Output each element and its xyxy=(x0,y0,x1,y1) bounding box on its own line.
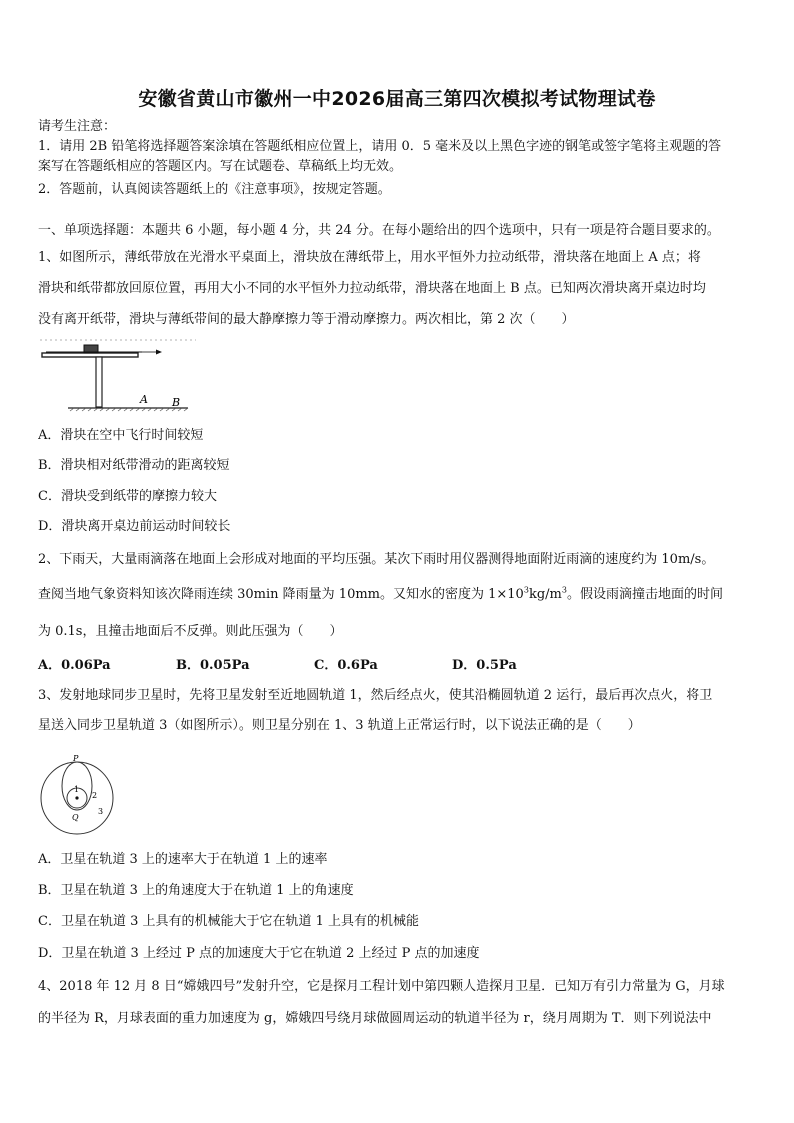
q3-stem-line-1: 3、发射地球同步卫星时，先将卫星发射至近地圆轨道 1，然后经点火，使其沿椭圆轨道 2 运行，最后再次点火，将卫 xyxy=(38,688,713,703)
q1-option-b: B．滑块相对纸带滑动的距离较短 xyxy=(38,458,230,473)
page-title: 安徽省黄山市徽州一中2026届高三第四次模拟考试物理试卷 xyxy=(138,88,656,110)
point-p-label: P xyxy=(73,754,79,763)
q4-stem-line-1: 4、2018 年 12 月 8 日“嫦娥四号”发射升空，它是探月工程计划中第四颗人造探月卫星．已知万有引力常量为 G，月球 xyxy=(38,979,725,994)
q2-stem-line-2-text: 查阅当地气象资料知该次降雨连续 30min 降雨量为 10mm。又知水的密度为 1×10 xyxy=(38,587,524,602)
q3-option-a: A．卫星在轨道 3 上的速率大于在轨道 1 上的速率 xyxy=(38,852,328,867)
notice-item-1-line-1: 1．请用 2B 铅笔将选择题答案涂填在答题纸相应位置上，请用 0．5 毫米及以上黑色字迹的钢笔或签字笔将主观题的答 xyxy=(38,139,722,154)
point-q-label: Q xyxy=(72,813,79,822)
notice-item-1-line-2: 案写在答题纸相应的答题区内。写在试题卷、草稿纸上均无效。 xyxy=(38,159,403,174)
table-leg xyxy=(96,357,102,407)
q1-option-c: C．滑块受到纸带的摩擦力较大 xyxy=(38,489,217,504)
q2-option-d: D．0.5Pa xyxy=(452,658,517,673)
q2-option-c: C．0.6Pa xyxy=(314,658,378,673)
q1-table-figure xyxy=(38,338,198,414)
q1-stem-line-2: 滑块和纸带都放回原位置，再用大小不同的水平恒外力拉动纸带，滑块落在地面上 B 点。已知两次滑块离开桌边时均 xyxy=(38,281,706,296)
q1-stem-line-3: 没有离开纸带，滑块与薄纸带间的最大静摩擦力等于滑动摩擦力。两次相比，第 2 次（ ） xyxy=(38,312,575,327)
point-a-label: A xyxy=(140,393,148,406)
q2-stem-line-2-tail: 。假设雨滴撞击地面的时间 xyxy=(566,587,723,602)
notice-item-2: 2．答题前，认真阅读答题纸上的《注意事项》，按规定答题。 xyxy=(38,182,391,197)
q2-density-exponent: 3 xyxy=(523,586,529,595)
q2-option-a: A．0.06Pa xyxy=(38,658,111,673)
q1-option-d: D．滑块离开桌边前运动时间较长 xyxy=(38,519,231,534)
q3-orbit-figure xyxy=(38,752,118,838)
q2-stem-line-3: 为 0.1s，且撞击地面后不反弹。则此压强为（ ） xyxy=(38,624,343,639)
q3-stem-line-2: 星送入同步卫星轨道 3（如图所示）。则卫星分别在 1、3 轨道上正常运行时，以下说法正确的是（ ） xyxy=(38,718,641,733)
q1-stem-line-1: 1、如图所示，薄纸带放在光滑水平桌面上，滑块放在薄纸带上，用水平恒外力拉动纸带，滑块落在地面上 A 点；将 xyxy=(38,250,701,265)
q2-option-b: B．0.05Pa xyxy=(176,658,250,673)
q2-options-row xyxy=(38,654,758,674)
section-heading: 一、单项选择题：本题共 6 小题，每小题 4 分，共 24 分。在每小题给出的四个选项中，只有一项是符合题目要求的。 xyxy=(38,223,720,238)
q3-option-c: C．卫星在轨道 3 上具有的机械能大于它在轨道 1 上具有的机械能 xyxy=(38,914,420,929)
q2-stem-line-1: 2、下雨天，大量雨滴落在地面上会形成对地面的平均压强。某次下雨时用仪器测得地面附近雨滴的速度约为 10m/s。 xyxy=(38,552,715,567)
earth-center xyxy=(75,796,78,799)
notice-heading: 请考生注意： xyxy=(38,119,117,134)
q3-option-d: D．卫星在轨道 3 上经过 P 点的加速度大于它在轨道 2 上经过 P 点的加速度 xyxy=(38,946,480,961)
q2-unit-exponent: 3 xyxy=(561,586,567,595)
orbit-3-label: 3 xyxy=(98,807,104,816)
q1-option-a: A．滑块在空中飞行时间较短 xyxy=(38,428,204,443)
q3-option-b: B．卫星在轨道 3 上的角速度大于在轨道 1 上的角速度 xyxy=(38,883,354,898)
point-b-label: B xyxy=(172,396,181,409)
q2-density-unit: kg/m xyxy=(528,587,562,602)
pull-arrow-head xyxy=(156,350,162,355)
table-top xyxy=(42,353,138,357)
orbit-1-label: 1 xyxy=(74,785,80,794)
q2-stem-line-2 xyxy=(38,586,758,604)
q4-stem-line-2: 的半径为 R，月球表面的重力加速度为 g，嫦娥四号绕月球做圆周运动的轨道半径为 r，绕月周期为 T．则下列说法中 xyxy=(38,1011,712,1026)
orbit-2-label: 2 xyxy=(92,791,98,800)
